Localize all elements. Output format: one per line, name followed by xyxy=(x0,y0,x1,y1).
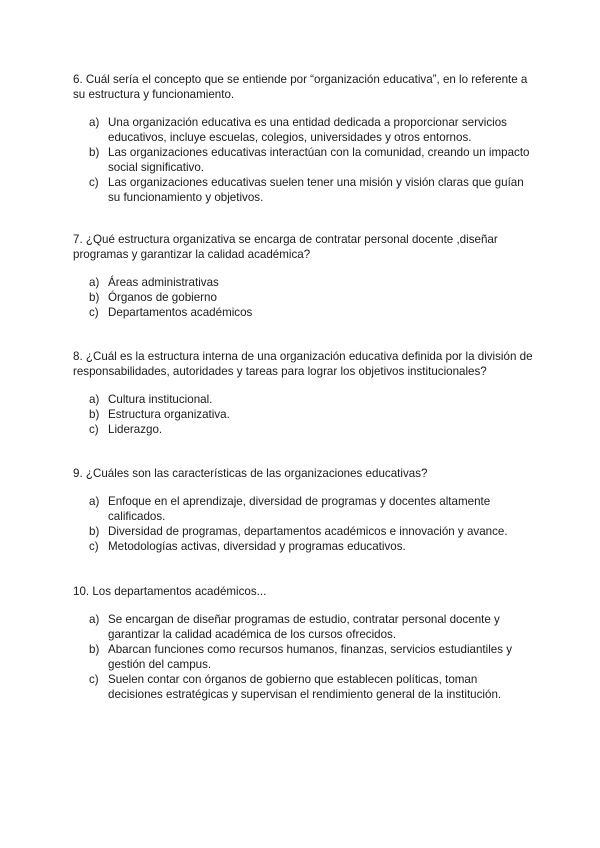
answer-options xyxy=(73,115,533,205)
option-letter: a) xyxy=(89,495,100,508)
answer-option-b xyxy=(89,407,533,422)
answer-option-b xyxy=(89,642,533,672)
answer-option-b xyxy=(89,145,533,175)
option-letter: c) xyxy=(89,540,99,553)
option-text: Departamentos académicos xyxy=(108,306,253,319)
option-letter: b) xyxy=(89,146,100,159)
option-letter: c) xyxy=(89,423,99,436)
option-letter: c) xyxy=(89,176,99,189)
option-letter: a) xyxy=(89,613,100,626)
option-text: Las organizaciones educativas suelen tener una misión y visión claras que guían su funcionamiento y objetivos. xyxy=(108,176,524,204)
question-text: 9. ¿Cuáles son las características de las organizaciones educativas? xyxy=(73,467,428,480)
option-letter: b) xyxy=(89,643,100,656)
answer-option-a xyxy=(89,115,533,145)
option-text: Estructura organizativa. xyxy=(108,408,230,421)
option-letter: c) xyxy=(89,673,99,686)
option-letter: a) xyxy=(89,276,100,289)
option-text: Las organizaciones educativas interactúan con la comunidad, creando un impacto social significativo. xyxy=(108,146,530,174)
answer-option-c xyxy=(89,305,533,320)
answer-options xyxy=(73,494,533,554)
question-text: 6. Cuál sería el concepto que se entiende por “organización educativa”, en lo referente a su estructura y funcionamiento. xyxy=(73,73,528,101)
option-text: Liderazgo. xyxy=(108,423,163,436)
answer-options xyxy=(73,612,533,702)
option-text: Metodologías activas, diversidad y programas educativos. xyxy=(108,540,406,553)
option-text: Se encargan de diseñar programas de estudio, contratar personal docente y garantizar la calidad académica de los cursos ofrecidos. xyxy=(108,613,500,641)
option-text: Enfoque en el aprendizaje, diversidad de programas y docentes altamente calificados. xyxy=(108,495,491,523)
option-text: Áreas administrativas xyxy=(108,276,219,289)
option-text: Abarcan funciones como recursos humanos, finanzas, servicios estudiantiles y gestión del campus. xyxy=(108,643,513,671)
question-text: 10. Los departamentos académicos... xyxy=(73,585,267,598)
answer-option-c xyxy=(89,539,533,554)
question-10 xyxy=(73,584,533,702)
answer-option-a xyxy=(89,612,533,642)
option-letter: a) xyxy=(89,393,100,406)
answer-option-c xyxy=(89,672,533,702)
option-letter: a) xyxy=(89,116,100,129)
option-letter: b) xyxy=(89,408,100,421)
answer-option-c xyxy=(89,422,533,437)
answer-option-a xyxy=(89,494,533,524)
option-text: Diversidad de programas, departamentos académicos e innovación y avance. xyxy=(108,525,508,538)
option-text: Cultura institucional. xyxy=(108,393,213,406)
question-8 xyxy=(73,349,533,437)
answer-options xyxy=(73,275,533,320)
option-letter: b) xyxy=(89,291,100,304)
option-text: Una organización educativa es una entidad dedicada a proporcionar servicios educativos, incluye escuelas, colegios, universidades y otros entornos. xyxy=(108,116,507,144)
option-text: Órganos de gobierno xyxy=(108,291,217,304)
answer-option-a xyxy=(89,392,533,407)
answer-option-b xyxy=(89,524,533,539)
answer-option-b xyxy=(89,290,533,305)
answer-options xyxy=(73,392,533,437)
option-letter: c) xyxy=(89,306,99,319)
option-letter: b) xyxy=(89,525,100,538)
answer-option-a xyxy=(89,275,533,290)
question-text: 8. ¿Cuál es la estructura interna de una organización educativa definida por la división de responsabilidades, autoridades y tareas para lograr los objetivos institucionales? xyxy=(73,350,533,378)
option-text: Suelen contar con órganos de gobierno que establecen políticas, toman decisiones estratégicas y supervisan el rendimiento general de la institución. xyxy=(108,673,502,701)
question-7 xyxy=(73,232,533,320)
question-6 xyxy=(73,72,533,205)
question-text: 7. ¿Qué estructura organizativa se encarga de contratar personal docente ,diseñar programas y garantizar la calidad académica? xyxy=(73,233,498,261)
question-9 xyxy=(73,466,533,554)
answer-option-c xyxy=(89,175,533,205)
